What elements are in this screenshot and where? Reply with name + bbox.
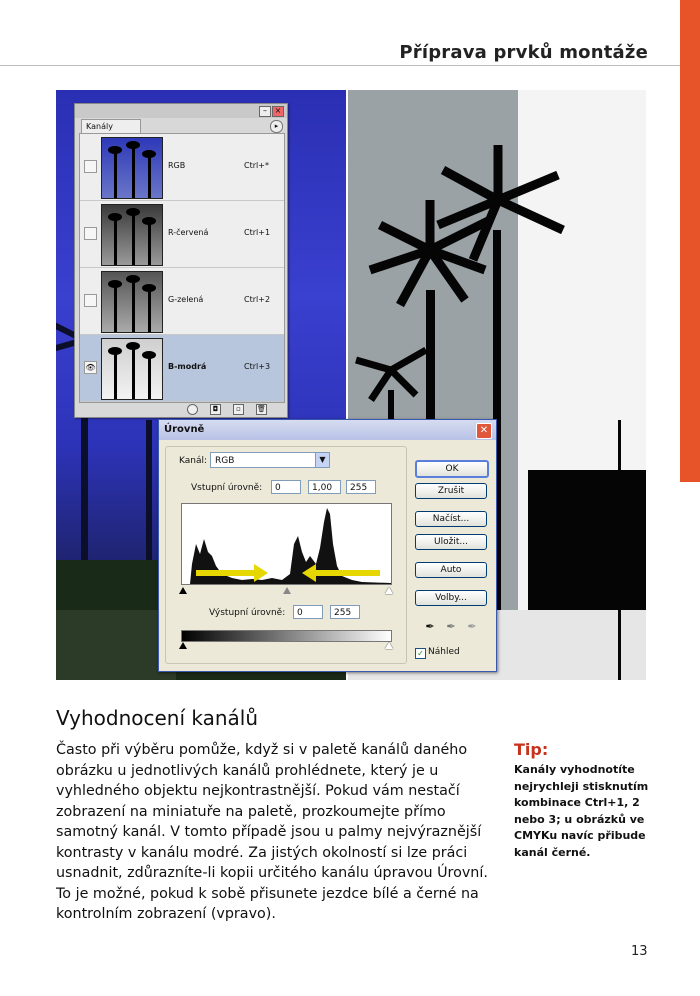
channel-shortcut: Ctrl+3 [244,362,271,371]
input-white-field[interactable]: 255 [346,480,376,494]
chevron-down-icon[interactable]: ▼ [315,453,329,467]
output-white-slider[interactable] [385,642,393,649]
dialog-title: Úrovně [164,424,205,435]
preview-label: Náhled [428,647,460,657]
auto-button[interactable]: Auto [415,562,487,578]
save-button[interactable]: Uložit... [415,534,487,550]
tab-channels[interactable]: Kanály [81,119,141,133]
close-icon[interactable]: ✕ [476,423,492,439]
black-eyedropper-icon[interactable]: ✒ [425,620,435,633]
cancel-button[interactable]: Zrušit [415,483,487,499]
section-heading: Vyhodnocení kanálů [56,706,259,730]
levels-dialog [158,419,497,672]
tip-text: Kanály vyhodnotíte nejrychleji stisknutím kombinace Ctrl+1, 2 nebo 3; u obrázků ve CMYKu navíc přibude kanál černé. [514,763,649,859]
page-number: 13 [631,944,648,959]
channel-select[interactable] [210,452,330,468]
header-divider [0,65,680,66]
arrow-right-icon [254,564,268,582]
input-levels-label: Vstupní úrovně: [191,483,263,493]
channel-select-value: RGB [215,456,235,466]
ok-button[interactable]: OK [415,460,489,478]
visibility-toggle[interactable] [84,227,97,240]
new-channel-icon[interactable]: ▫ [233,404,244,415]
options-button[interactable]: Volby... [415,590,487,606]
input-white-slider[interactable] [385,587,393,594]
arrow-shaft-left [196,570,256,576]
tip-heading: Tip: [514,740,549,759]
channel-thumbnail [101,204,163,266]
running-header-title: Příprava prvků montáže [399,42,648,63]
channel-shortcut: Ctrl+* [244,161,269,170]
channel-shortcut: Ctrl+1 [244,228,271,237]
visibility-toggle[interactable] [84,294,97,307]
arrow-left-icon [302,564,316,582]
load-selection-icon[interactable] [187,404,198,415]
channel-thumbnail [101,338,163,400]
channel-thumbnail [101,137,163,199]
channel-row-blue[interactable] [80,335,284,402]
input-gamma-field[interactable]: 1,00 [308,480,341,494]
input-gamma-slider[interactable] [283,587,291,594]
chapter-color-tab [680,0,700,482]
body-paragraph: Často při výběru pomůže, když si v paletě kanálů daného obrázku u jednotlivých kanálů prohlédnete, který je u vyhledného objektu nejkontrastnější. Pokud vám nestačí zobrazení na miniatuře na paletě, prozkoumejte přímo samotný kanál. V tomto případě jsou u palmy nejvýraznější kontrasty v kanálu modré. Za jistých okolností si lze práci usnadnit, zdůrazníte-li kopii určitého kanálu úpravou Úrovní. To je možné, pokud k sobě přisunete jezdce bílé a černé na kontrolním zobrazení (vpravo). [56,742,488,922]
gray-eyedropper-icon[interactable]: ✒ [446,620,456,633]
channel-shortcut: Ctrl+2 [244,295,271,304]
channel-row-red[interactable] [80,201,284,268]
channels-palette [74,103,288,418]
channel-list [79,133,285,403]
palette-footer [75,402,287,416]
preview-checkbox[interactable]: ✓ [415,648,426,659]
input-black-field[interactable]: 0 [271,480,301,494]
close-icon[interactable]: × [272,106,284,117]
white-eyedropper-icon[interactable]: ✒ [467,620,477,633]
output-levels-label: Výstupní úrovně: [209,608,286,618]
channel-row-rgb[interactable] [80,134,284,201]
palette-titlebar[interactable] [75,104,287,118]
dialog-titlebar[interactable] [159,420,496,440]
save-selection-icon[interactable]: ◘ [210,404,221,415]
channel-name: RGB [168,161,186,170]
channel-row-green[interactable] [80,268,284,335]
output-black-slider[interactable] [179,642,187,649]
eye-icon[interactable]: 👁 [85,363,96,372]
palette-menu-icon[interactable]: ▸ [270,120,283,133]
input-black-slider[interactable] [179,587,187,594]
arrow-shaft-right [316,570,380,576]
trash-icon[interactable]: 🗑 [257,405,266,413]
load-button[interactable]: Načíst... [415,511,487,527]
channel-name: R-červená [168,228,209,237]
histogram [181,503,392,585]
minimize-icon[interactable]: – [259,106,271,117]
output-black-field[interactable]: 0 [293,605,323,619]
channel-name: G-zelená [168,295,204,304]
output-white-field[interactable]: 255 [330,605,360,619]
output-gradient [181,630,392,642]
channel-name: B-modrá [168,362,207,371]
channel-thumbnail [101,271,163,333]
channel-label: Kanál: [179,456,208,466]
visibility-toggle[interactable] [84,160,97,173]
